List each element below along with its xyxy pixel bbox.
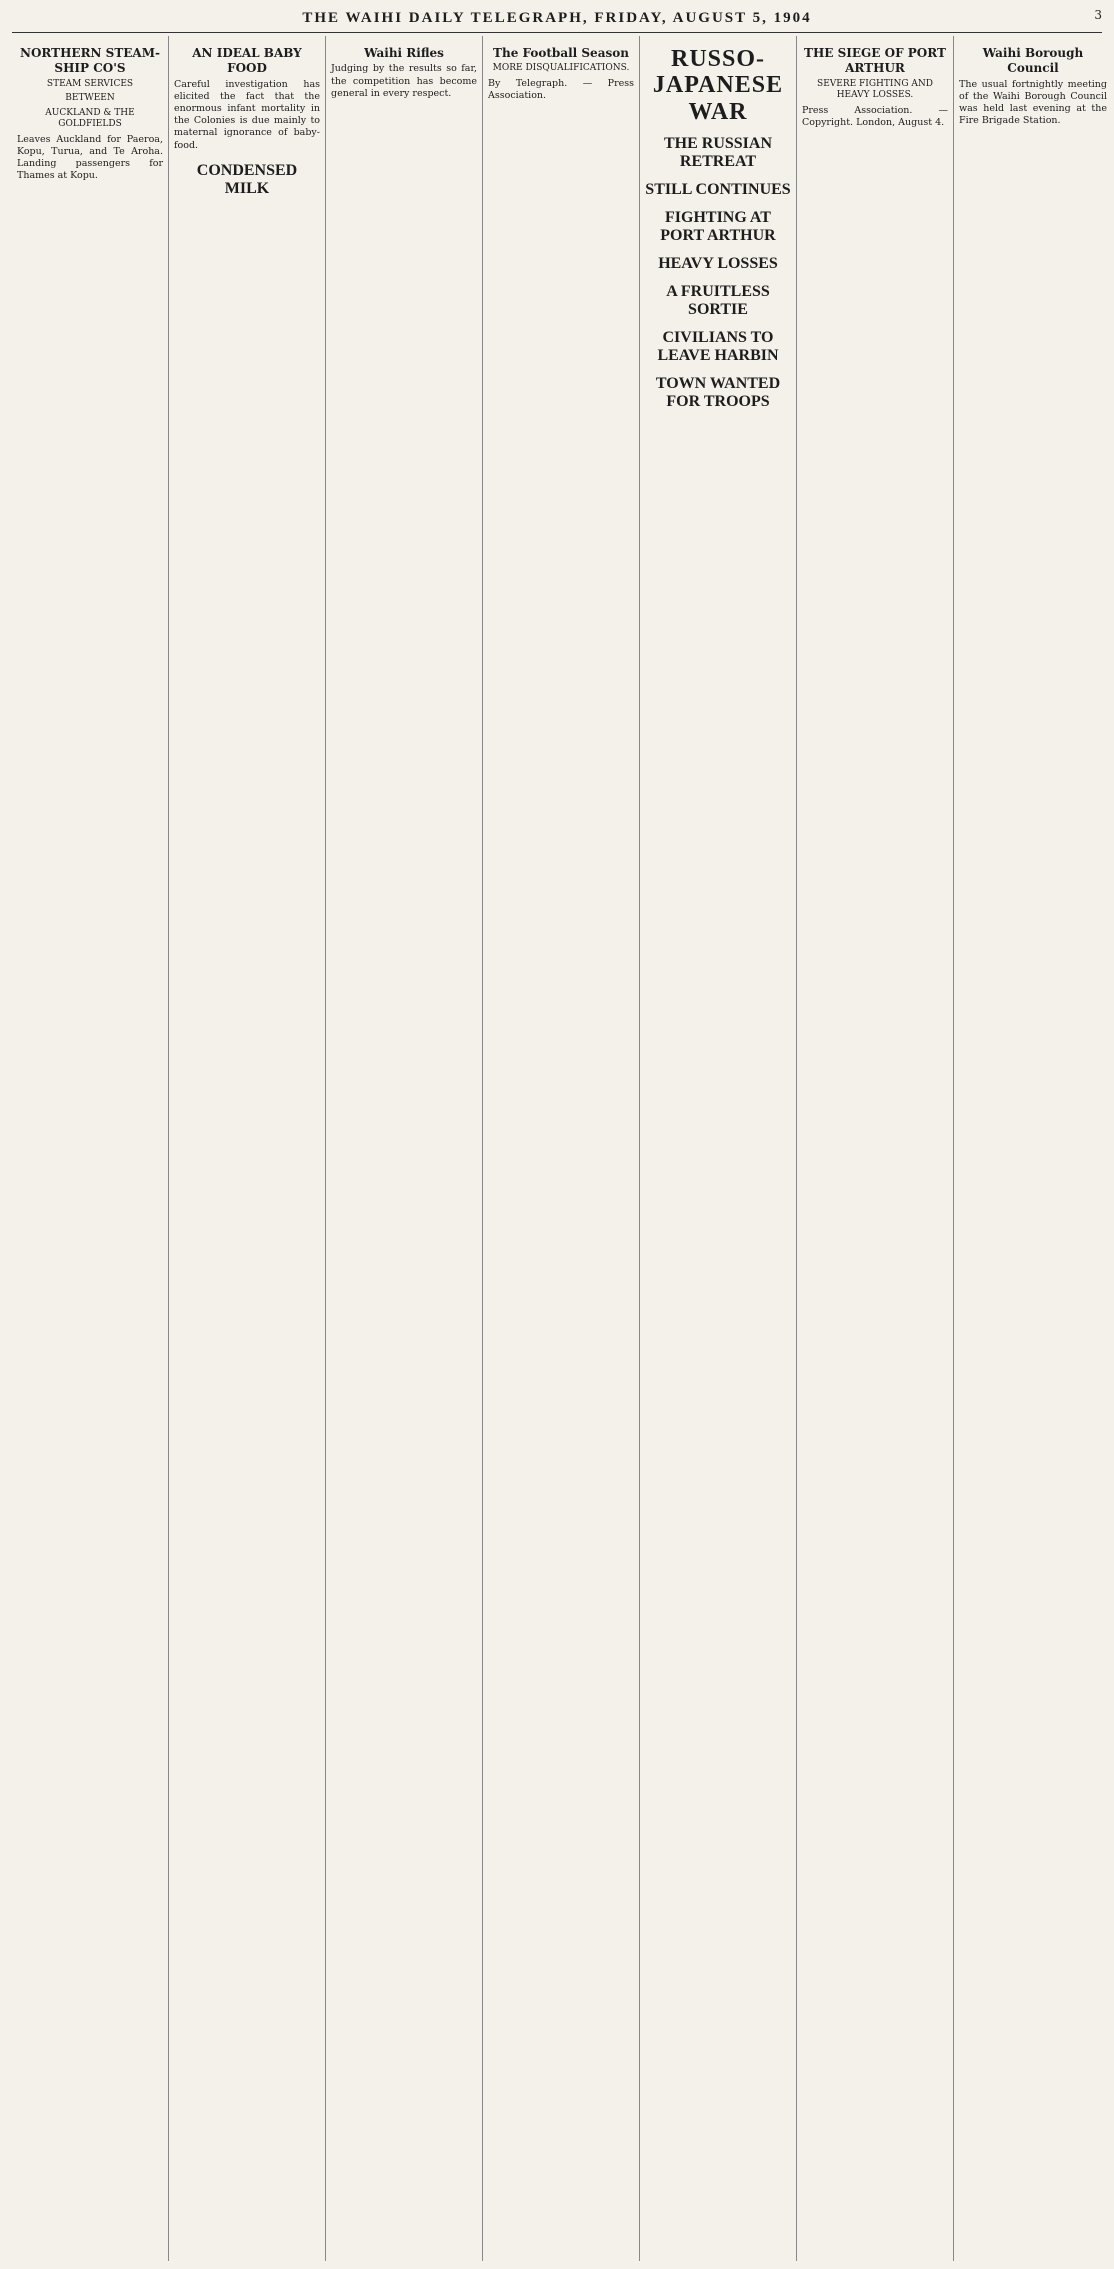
column-6: [797, 36, 954, 2261]
borough-council-body: The usual fortnightly meeting of the Waihi Borough Council was held last evening at the Fire Brigade Station.: [959, 78, 1107, 127]
page-number: 3: [1094, 8, 1102, 22]
masthead: [12, 8, 1102, 28]
siege-body: Press Association. — Copyright. London, August 4.: [802, 104, 948, 128]
masthead-title: THE WAIHI DAILY TELEGRAPH, FRIDAY, AUGUST 5, 1904: [302, 9, 812, 26]
masthead-rule: [12, 32, 1102, 33]
war-headline-6: CIVILIANS TO LEAVE HARBIN: [657, 329, 779, 365]
column-5: [640, 36, 797, 2261]
war-headline: RUSSO-JAPANESE WAR: [652, 46, 784, 125]
baby-food-heading: AN IDEAL BABY FOOD: [192, 46, 302, 76]
war-headline-4: HEAVY LOSSES: [658, 255, 778, 273]
shipping-body: Leaves Auckland for Paeroa, Kopu, Turua, and Te Aroha. Landing passengers for Thames at Kopu.: [17, 133, 163, 182]
column-1: [12, 36, 169, 2261]
shipping-line1: BETWEEN: [65, 93, 115, 104]
columns: [12, 36, 1107, 2261]
football-heading: The Football Season: [493, 46, 629, 60]
waihi-rifles-body: Judging by the results so far, the competition has become general in every respect.: [331, 63, 477, 99]
war-headline-2: STILL CONTINUES: [645, 181, 791, 199]
siege-heading: THE SIEGE OF PORT ARTHUR: [804, 46, 946, 76]
borough-council-heading: Waihi Borough Council: [982, 46, 1084, 76]
column-7: [954, 36, 1112, 2261]
siege-subheading: SEVERE FIGHTING AND HEAVY LOSSES.: [817, 78, 933, 101]
condensed-milk-ad: CONDENSED MILK: [196, 161, 298, 197]
column-2: [169, 36, 326, 2261]
waihi-rifles-heading: Waihi Rifles: [364, 46, 444, 60]
shipping-heading: NORTHERN STEAM-SHIP CO'S: [19, 46, 161, 76]
war-headline-5: A FRUITLESS SORTIE: [666, 283, 770, 319]
baby-food-body: Careful investigation has elicited the fact that the enormous infant mortality in the Colonies is due mainly to maternal ignorance of baby-food.: [174, 78, 320, 151]
column-4: [483, 36, 640, 2261]
war-headline-1: THE RUSSIAN RETREAT: [663, 135, 773, 171]
football-body: By Telegraph. — Press Association.: [488, 77, 634, 102]
football-subheading: MORE DISQUALIFICATIONS.: [492, 63, 630, 74]
shipping-subheading: STEAM SERVICES: [46, 78, 134, 89]
war-headline-7: TOWN WANTED FOR TROOPS: [655, 375, 781, 411]
column-3: [326, 36, 483, 2261]
shipping-line2: AUCKLAND & THE GOLDFIELDS: [45, 107, 135, 130]
war-headline-3: FIGHTING AT PORT ARTHUR: [660, 209, 776, 245]
